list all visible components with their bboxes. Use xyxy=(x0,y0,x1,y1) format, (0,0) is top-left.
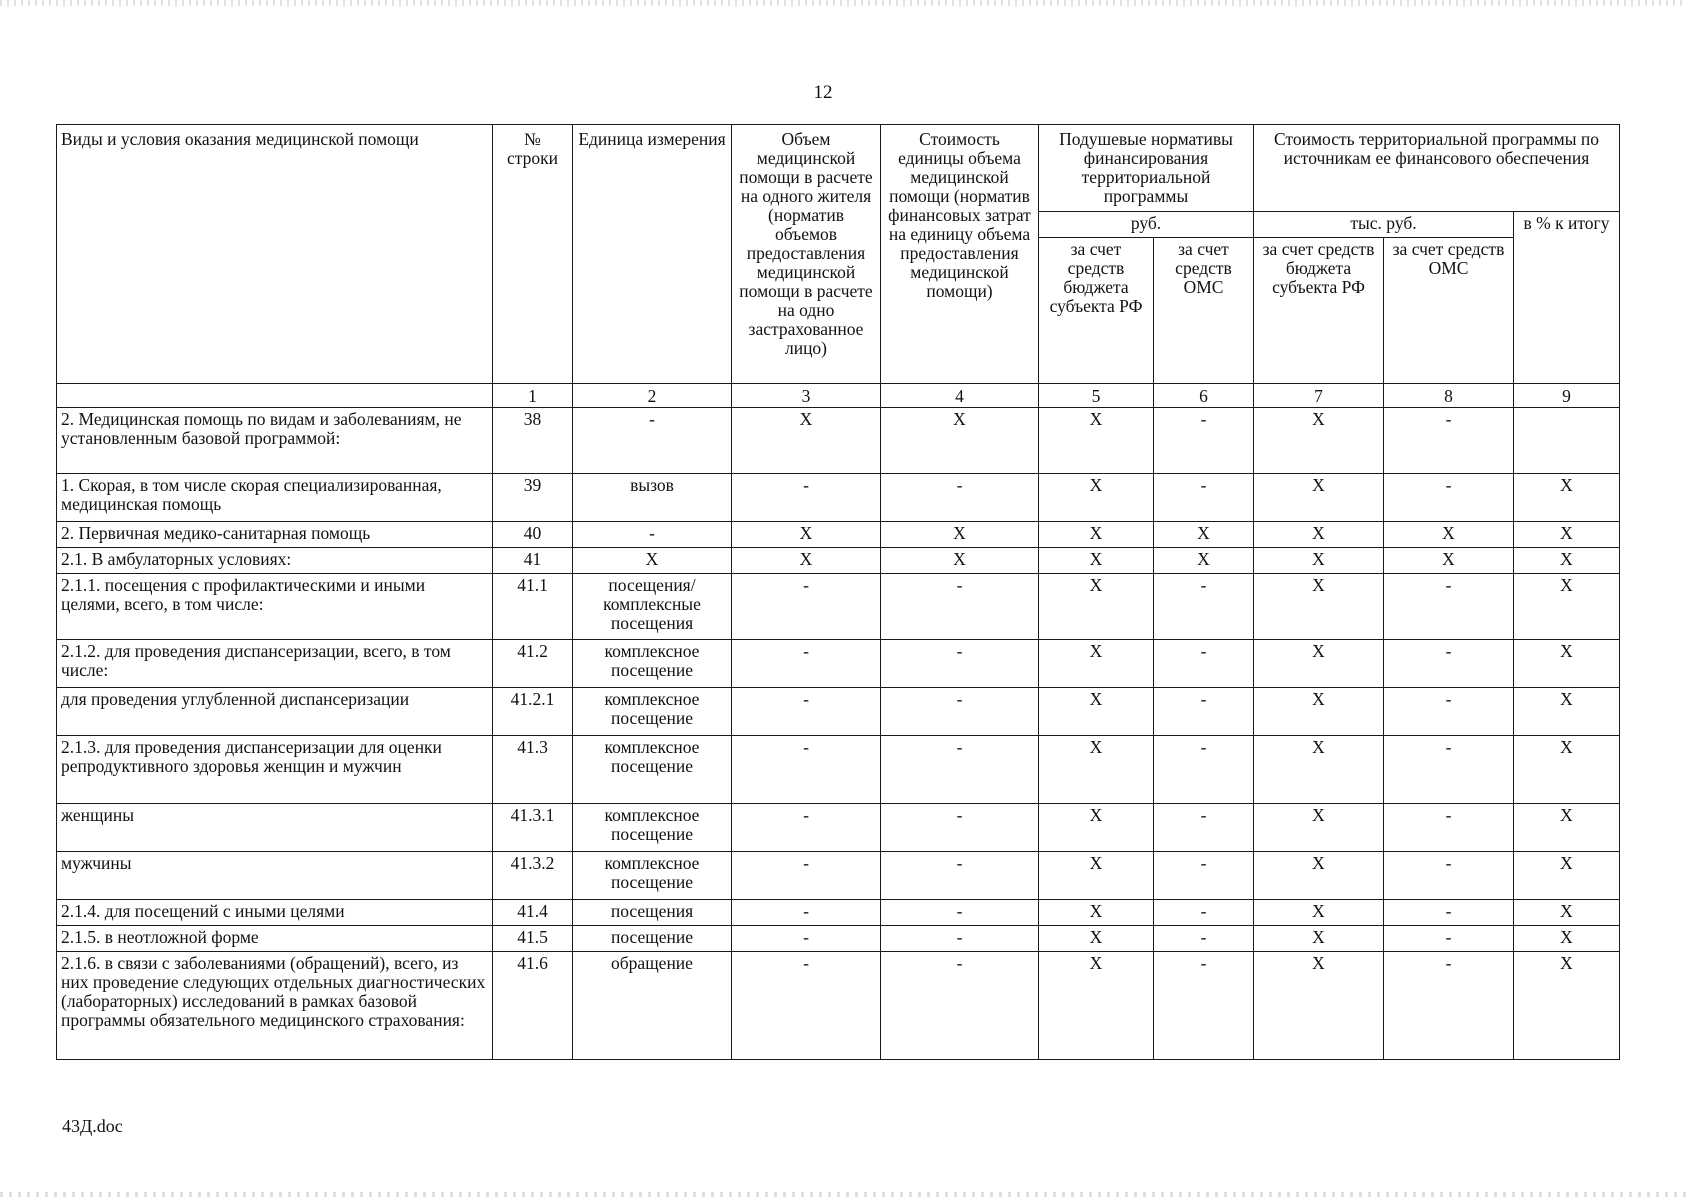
row-c8: - xyxy=(1384,688,1514,736)
column-number: 7 xyxy=(1254,384,1384,408)
row-c5: X xyxy=(1039,408,1154,474)
table-row xyxy=(57,548,1620,574)
row-number: 41.1 xyxy=(493,574,573,640)
row-c9: X xyxy=(1514,900,1620,926)
row-c3: - xyxy=(732,926,881,952)
row-c4: - xyxy=(881,574,1039,640)
row-c4: - xyxy=(881,852,1039,900)
row-c8: - xyxy=(1384,900,1514,926)
row-c4: - xyxy=(881,640,1039,688)
row-c6: - xyxy=(1154,574,1254,640)
table-row xyxy=(57,688,1620,736)
header-per-capita: Подушевые нормативы финансирования территориальной программы xyxy=(1039,125,1254,212)
row-c6: - xyxy=(1154,900,1254,926)
row-c6: X xyxy=(1154,522,1254,548)
row-c9: X xyxy=(1514,548,1620,574)
row-name: женщины xyxy=(57,804,493,852)
row-c7: X xyxy=(1254,926,1384,952)
row-c9: X xyxy=(1514,688,1620,736)
row-number: 40 xyxy=(493,522,573,548)
table-row xyxy=(57,952,1620,1060)
column-number: 6 xyxy=(1154,384,1254,408)
row-name: 2. Медицинская помощь по видам и заболеваниям, не установленным базовой программой: xyxy=(57,408,493,474)
row-c9: X xyxy=(1514,804,1620,852)
row-c5: X xyxy=(1039,736,1154,804)
funding-table xyxy=(56,124,1620,1060)
row-c5: X xyxy=(1039,522,1154,548)
row-c8: - xyxy=(1384,474,1514,522)
header-thous-rub: тыс. руб. xyxy=(1254,212,1514,238)
page-number: 12 xyxy=(813,82,833,103)
row-name: 2.1.4. для посещений с иными целями xyxy=(57,900,493,926)
row-number: 41.3.2 xyxy=(493,852,573,900)
table-row xyxy=(57,474,1620,522)
row-name: для проведения углубленной диспансеризации xyxy=(57,688,493,736)
row-c4: - xyxy=(881,736,1039,804)
row-c5: X xyxy=(1039,640,1154,688)
row-c6: - xyxy=(1154,852,1254,900)
header-oms-2: за счет средств ОМС xyxy=(1384,238,1514,384)
row-unit: - xyxy=(573,522,732,548)
row-c6: - xyxy=(1154,736,1254,804)
header-types: Виды и условия оказания медицинской помощи xyxy=(57,125,493,384)
row-name: 2.1.3. для проведения диспансеризации для оценки репродуктивного здоровья женщин и мужчин xyxy=(57,736,493,804)
row-c4: - xyxy=(881,952,1039,1060)
row-c6: - xyxy=(1154,474,1254,522)
row-c7: X xyxy=(1254,522,1384,548)
row-c9: X xyxy=(1514,574,1620,640)
header-row-1 xyxy=(57,125,1620,212)
scan-noise-top xyxy=(0,0,1686,6)
column-number: 1 xyxy=(493,384,573,408)
row-c4: X xyxy=(881,522,1039,548)
row-c7: X xyxy=(1254,852,1384,900)
row-name: 2.1.2. для проведения диспансеризации, всего, в том числе: xyxy=(57,640,493,688)
header-budget-rf-2: за счет средств бюджета субъекта РФ xyxy=(1254,238,1384,384)
row-c3: - xyxy=(732,736,881,804)
row-c9: X xyxy=(1514,522,1620,548)
row-name: 1. Скорая, в том числе скорая специализированная, медицинская помощь xyxy=(57,474,493,522)
row-unit: X xyxy=(573,548,732,574)
row-number: 41.5 xyxy=(493,926,573,952)
row-c7: X xyxy=(1254,688,1384,736)
row-unit: - xyxy=(573,408,732,474)
row-c5: X xyxy=(1039,852,1154,900)
header-oms-1: за счет средств ОМС xyxy=(1154,238,1254,384)
row-unit: комплексное посещение xyxy=(573,852,732,900)
row-c8: - xyxy=(1384,408,1514,474)
table-row xyxy=(57,574,1620,640)
row-c5: X xyxy=(1039,952,1154,1060)
row-c3: - xyxy=(732,952,881,1060)
row-c9: X xyxy=(1514,952,1620,1060)
column-number: 8 xyxy=(1384,384,1514,408)
row-c9 xyxy=(1514,408,1620,474)
row-c5: X xyxy=(1039,574,1154,640)
row-c7: X xyxy=(1254,474,1384,522)
row-c7: X xyxy=(1254,900,1384,926)
row-c8: - xyxy=(1384,736,1514,804)
row-c3: - xyxy=(732,804,881,852)
row-number: 41 xyxy=(493,548,573,574)
row-c6: - xyxy=(1154,688,1254,736)
header-volume: Объем медицинской помощи в расчете на одного жителя (норматив объемов предоставления медицинской помощи в расчете на одно застрахованное лицо) xyxy=(732,125,881,384)
row-number: 41.3.1 xyxy=(493,804,573,852)
row-name: 2.1.5. в неотложной форме xyxy=(57,926,493,952)
header-cost: Стоимость единицы объема медицинской помощи (норматив финансовых затрат на единицу объема предоставления медицинской помощи) xyxy=(881,125,1039,384)
header-program-cost: Стоимость территориальной программы по источникам ее финансового обеспечения xyxy=(1254,125,1620,212)
table-row xyxy=(57,852,1620,900)
row-c4: - xyxy=(881,804,1039,852)
row-unit: комплексное посещение xyxy=(573,688,732,736)
row-c3: - xyxy=(732,474,881,522)
row-number: 41.2 xyxy=(493,640,573,688)
row-c7: X xyxy=(1254,736,1384,804)
column-number: 4 xyxy=(881,384,1039,408)
row-c5: X xyxy=(1039,900,1154,926)
row-c5: X xyxy=(1039,804,1154,852)
row-number: 38 xyxy=(493,408,573,474)
row-c7: X xyxy=(1254,548,1384,574)
row-c3: - xyxy=(732,688,881,736)
column-number: 5 xyxy=(1039,384,1154,408)
row-c3: X xyxy=(732,408,881,474)
table-row xyxy=(57,522,1620,548)
row-c9: X xyxy=(1514,736,1620,804)
row-c3: - xyxy=(732,574,881,640)
scan-noise-bottom xyxy=(0,1192,1686,1197)
column-number: 2 xyxy=(573,384,732,408)
row-c3: - xyxy=(732,640,881,688)
row-c6: - xyxy=(1154,408,1254,474)
row-c8: - xyxy=(1384,952,1514,1060)
row-number: 41.6 xyxy=(493,952,573,1060)
row-c9: X xyxy=(1514,640,1620,688)
row-unit: вызов xyxy=(573,474,732,522)
row-c3: X xyxy=(732,548,881,574)
row-c6: - xyxy=(1154,640,1254,688)
row-c6: - xyxy=(1154,804,1254,852)
row-c9: X xyxy=(1514,926,1620,952)
row-unit: комплексное посещение xyxy=(573,804,732,852)
row-unit: посещение xyxy=(573,926,732,952)
header-budget-rf-1: за счет средств бюджета субъекта РФ xyxy=(1039,238,1154,384)
row-c7: X xyxy=(1254,408,1384,474)
row-c5: X xyxy=(1039,474,1154,522)
row-c9: X xyxy=(1514,852,1620,900)
row-c6: - xyxy=(1154,952,1254,1060)
row-name: 2.1.6. в связи с заболеваниями (обращений), всего, из них проведение следующих отдельных диагностических (лабораторных) исследований в рамках базовой программы обязательного медицинского страхования: xyxy=(57,952,493,1060)
row-name: мужчины xyxy=(57,852,493,900)
row-unit: обращение xyxy=(573,952,732,1060)
row-name: 2.1.1. посещения с профилактическими и иными целями, всего, в том числе: xyxy=(57,574,493,640)
row-number: 41.3 xyxy=(493,736,573,804)
row-c5: X xyxy=(1039,688,1154,736)
row-c7: X xyxy=(1254,574,1384,640)
column-number-blank xyxy=(57,384,493,408)
column-number: 3 xyxy=(732,384,881,408)
row-c8: - xyxy=(1384,640,1514,688)
column-number: 9 xyxy=(1514,384,1620,408)
row-unit: посещения/ комплексные посещения xyxy=(573,574,732,640)
row-unit: комплексное посещение xyxy=(573,736,732,804)
row-c4: X xyxy=(881,408,1039,474)
column-number-row xyxy=(57,384,1620,408)
row-c7: X xyxy=(1254,804,1384,852)
row-c8: X xyxy=(1384,522,1514,548)
table-row xyxy=(57,736,1620,804)
table-row xyxy=(57,804,1620,852)
row-unit: посещения xyxy=(573,900,732,926)
row-c4: X xyxy=(881,548,1039,574)
row-c8: - xyxy=(1384,574,1514,640)
row-c7: X xyxy=(1254,952,1384,1060)
table-row xyxy=(57,926,1620,952)
table-row xyxy=(57,900,1620,926)
row-c8: - xyxy=(1384,852,1514,900)
row-c3: - xyxy=(732,900,881,926)
row-number: 41.4 xyxy=(493,900,573,926)
row-c4: - xyxy=(881,474,1039,522)
row-c4: - xyxy=(881,926,1039,952)
row-c7: X xyxy=(1254,640,1384,688)
row-c8: - xyxy=(1384,926,1514,952)
header-rub: руб. xyxy=(1039,212,1254,238)
row-c9: X xyxy=(1514,474,1620,522)
document-filename: 43Д.doc xyxy=(62,1116,123,1136)
row-c4: - xyxy=(881,900,1039,926)
row-c3: X xyxy=(732,522,881,548)
row-c6: X xyxy=(1154,548,1254,574)
row-c8: X xyxy=(1384,548,1514,574)
row-c5: X xyxy=(1039,926,1154,952)
header-row-no: № строки xyxy=(493,125,573,384)
row-c3: - xyxy=(732,852,881,900)
row-name: 2.1. В амбулаторных условиях: xyxy=(57,548,493,574)
row-c6: - xyxy=(1154,926,1254,952)
header-unit: Единица измерения xyxy=(573,125,732,384)
row-number: 39 xyxy=(493,474,573,522)
table-row xyxy=(57,640,1620,688)
header-percent-total: в % к итогу xyxy=(1514,212,1620,384)
row-unit: комплексное посещение xyxy=(573,640,732,688)
row-c8: - xyxy=(1384,804,1514,852)
row-c4: - xyxy=(881,688,1039,736)
row-name: 2. Первичная медико-санитарная помощь xyxy=(57,522,493,548)
table-row xyxy=(57,408,1620,474)
row-number: 41.2.1 xyxy=(493,688,573,736)
row-c5: X xyxy=(1039,548,1154,574)
